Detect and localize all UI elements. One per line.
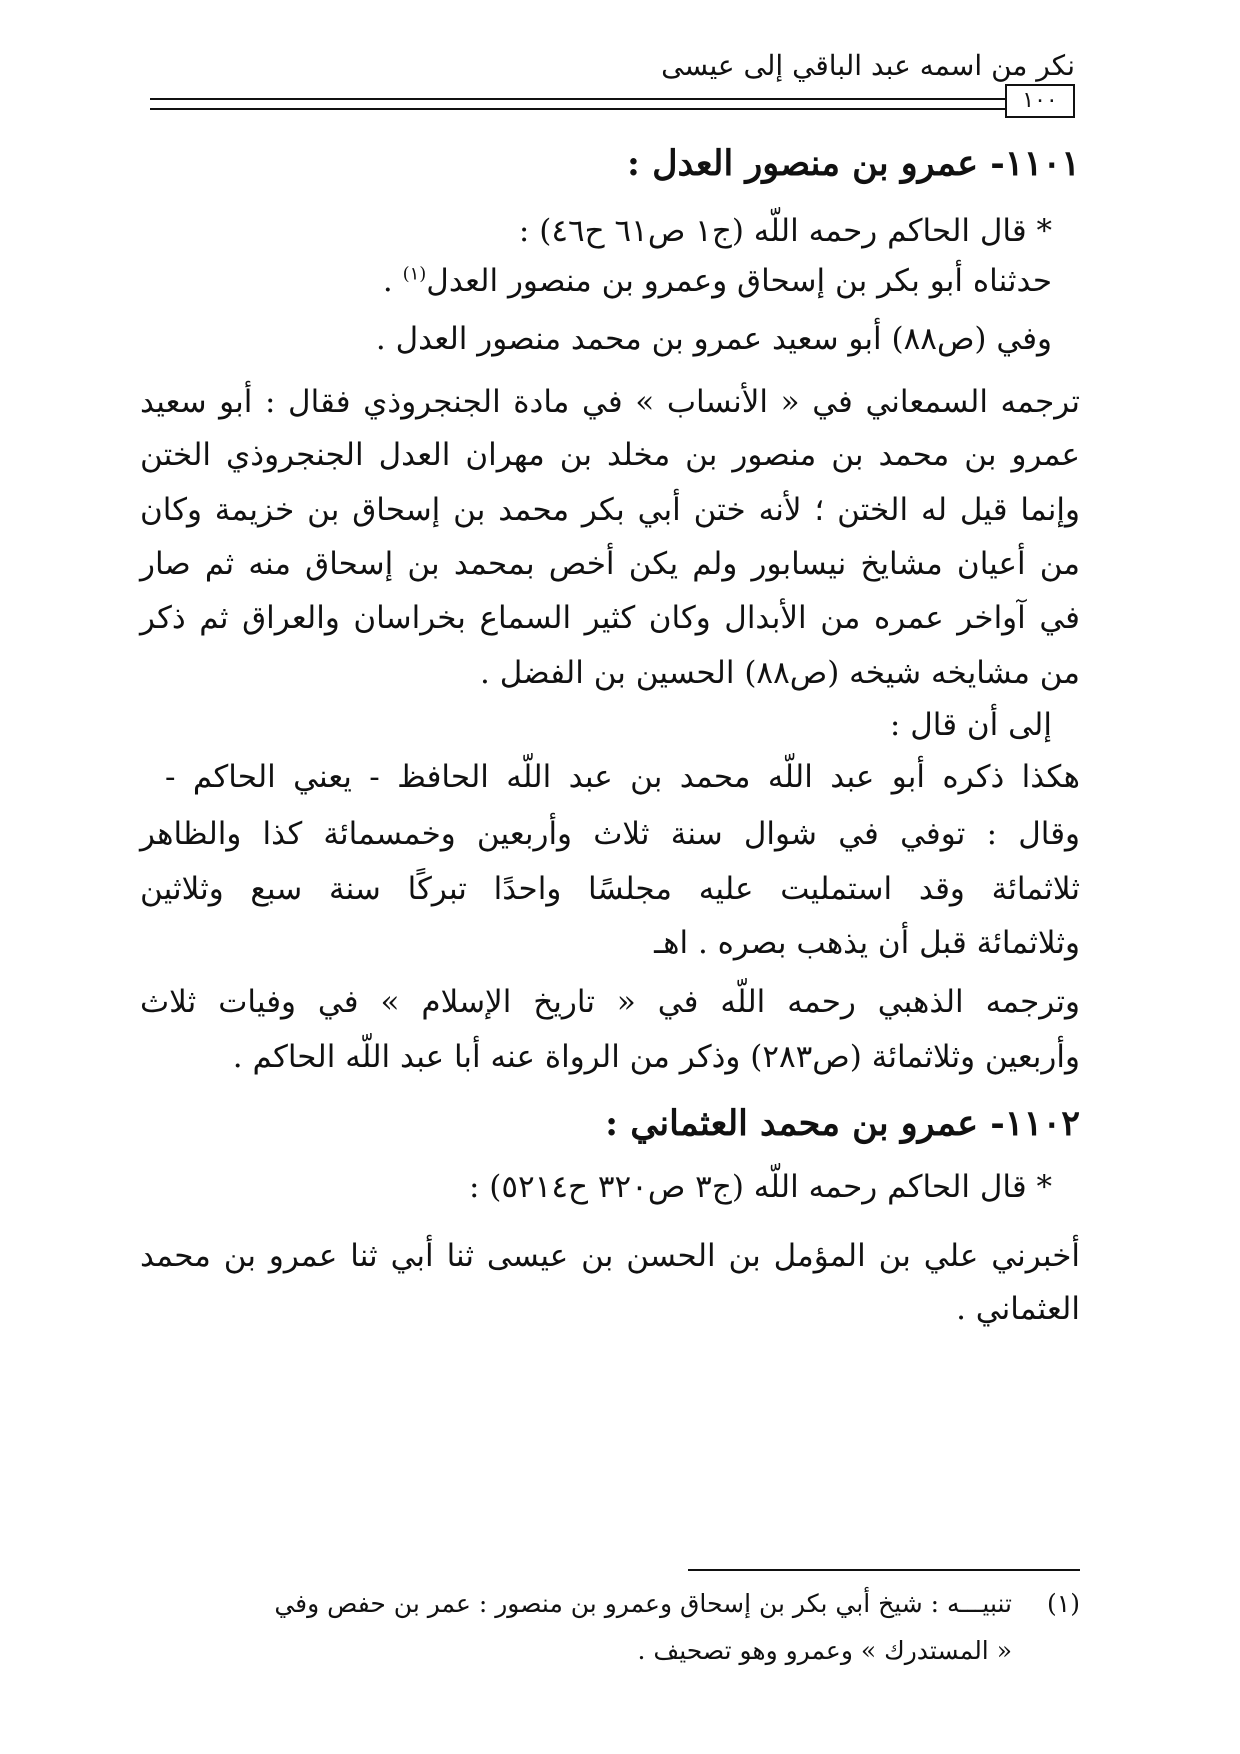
entry-1102-line-1: أخبرني علي بن المؤمل بن الحسن بن عيسى ثنا أبي ثنا عمرو بن محمد	[140, 1238, 1080, 1274]
page-number: ١٠٠	[1005, 84, 1075, 118]
entry-1101-line-13: وثلاثمائة قبل أن يذهب بصره . اهـ	[654, 925, 1080, 961]
entry-1102-heading: ١١٠٢- عمرو بن محمد العثماني :	[605, 1103, 1080, 1144]
entry-1101-line-3: ترجمه السمعاني في « الأنساب » في مادة الجنجروذي فقال : أبو سعيد	[140, 384, 1080, 420]
footnote-separator	[688, 1569, 1080, 1571]
running-header: نكر من اسمه عبد الباقي إلى عيسى	[661, 49, 1075, 82]
entry-1102-line-2: العثماني .	[956, 1291, 1080, 1327]
footnote-reference: (١)	[402, 263, 427, 285]
entry-1102-citation: * قال الحاكم رحمه اللّه (ج٣ ص٣٢٠ ح٥٢١٤) :	[468, 1169, 1052, 1205]
footnote-line-2: « المستدرك » وعمرو وهو تصحيف .	[637, 1636, 1012, 1665]
entry-1101-line-4: عمرو بن محمد بن منصور بن مخلد بن مهران العدل الجنجروذي الختن	[140, 437, 1080, 473]
footnote-marker: (١)	[1047, 1589, 1080, 1618]
entry-1101-line-14: وترجمه الذهبي رحمه اللّه في « تاريخ الإسلام » في وفيات ثلاث	[140, 984, 1080, 1020]
entry-1101-line-1	[383, 264, 1052, 300]
entry-1101-heading: ١١٠١- عمرو بن منصور العدل :	[626, 143, 1080, 184]
header-top-rule	[150, 98, 1005, 100]
header-bottom-rule	[150, 108, 1005, 110]
entry-1101-line-11: وقال : توفي في شوال سنة ثلاث وأربعين وخمسمائة كذا والظاهر	[140, 816, 1080, 852]
entry-1101-line-8: من مشايخه شيخه (ص٨٨) الحسين بن الفضل .	[480, 655, 1080, 691]
entry-1101-citation: * قال الحاكم رحمه اللّه (ج١ ص٦١ ح٤٦) :	[518, 213, 1052, 249]
entry-1101-line-6: من أعيان مشايخ نيسابور ولم يكن أخص بمحمد بن إسحاق منه ثم صار	[140, 546, 1080, 582]
entry-1101-line-10: هكذا ذكره أبو عبد اللّه محمد بن عبد اللّه الحافظ - يعني الحاكم -	[165, 759, 1080, 795]
entry-1101-line-15: وأربعين وثلاثمائة (ص٢٨٣) وذكر من الرواة عنه أبا عبد اللّه الحاكم .	[232, 1039, 1080, 1075]
entry-1101-line-12: ثلاثمائة وقد استمليت عليه مجلسًا واحدًا تبركًا سنة سبع وثلاثين	[140, 871, 1080, 907]
entry-1101-line-5: وإنما قيل له الختن ؛ لأنه ختن أبي بكر محمد بن إسحاق بن خزيمة وكان	[140, 492, 1080, 528]
entry-1101-line-9: إلى أن قال :	[889, 707, 1052, 743]
entry-1101-line-2: وفي (ص٨٨) أبو سعيد عمرو بن محمد منصور العدل .	[375, 321, 1052, 357]
entry-1101-line-7: في آواخر عمره من الأبدال وكان كثير السماع بخراسان والعراق ثم ذكر	[140, 600, 1080, 636]
footnote-line-1: تنبيـــه : شيخ أبي بكر بن إسحاق وعمرو بن منصور : عمر بن حفص وفي	[274, 1589, 1012, 1618]
entry-1101-line-1-text: حدثناه أبو بكر بن إسحاق وعمرو بن منصور العدل	[426, 263, 1052, 299]
entry-1101-line-1-end: .	[382, 263, 403, 299]
